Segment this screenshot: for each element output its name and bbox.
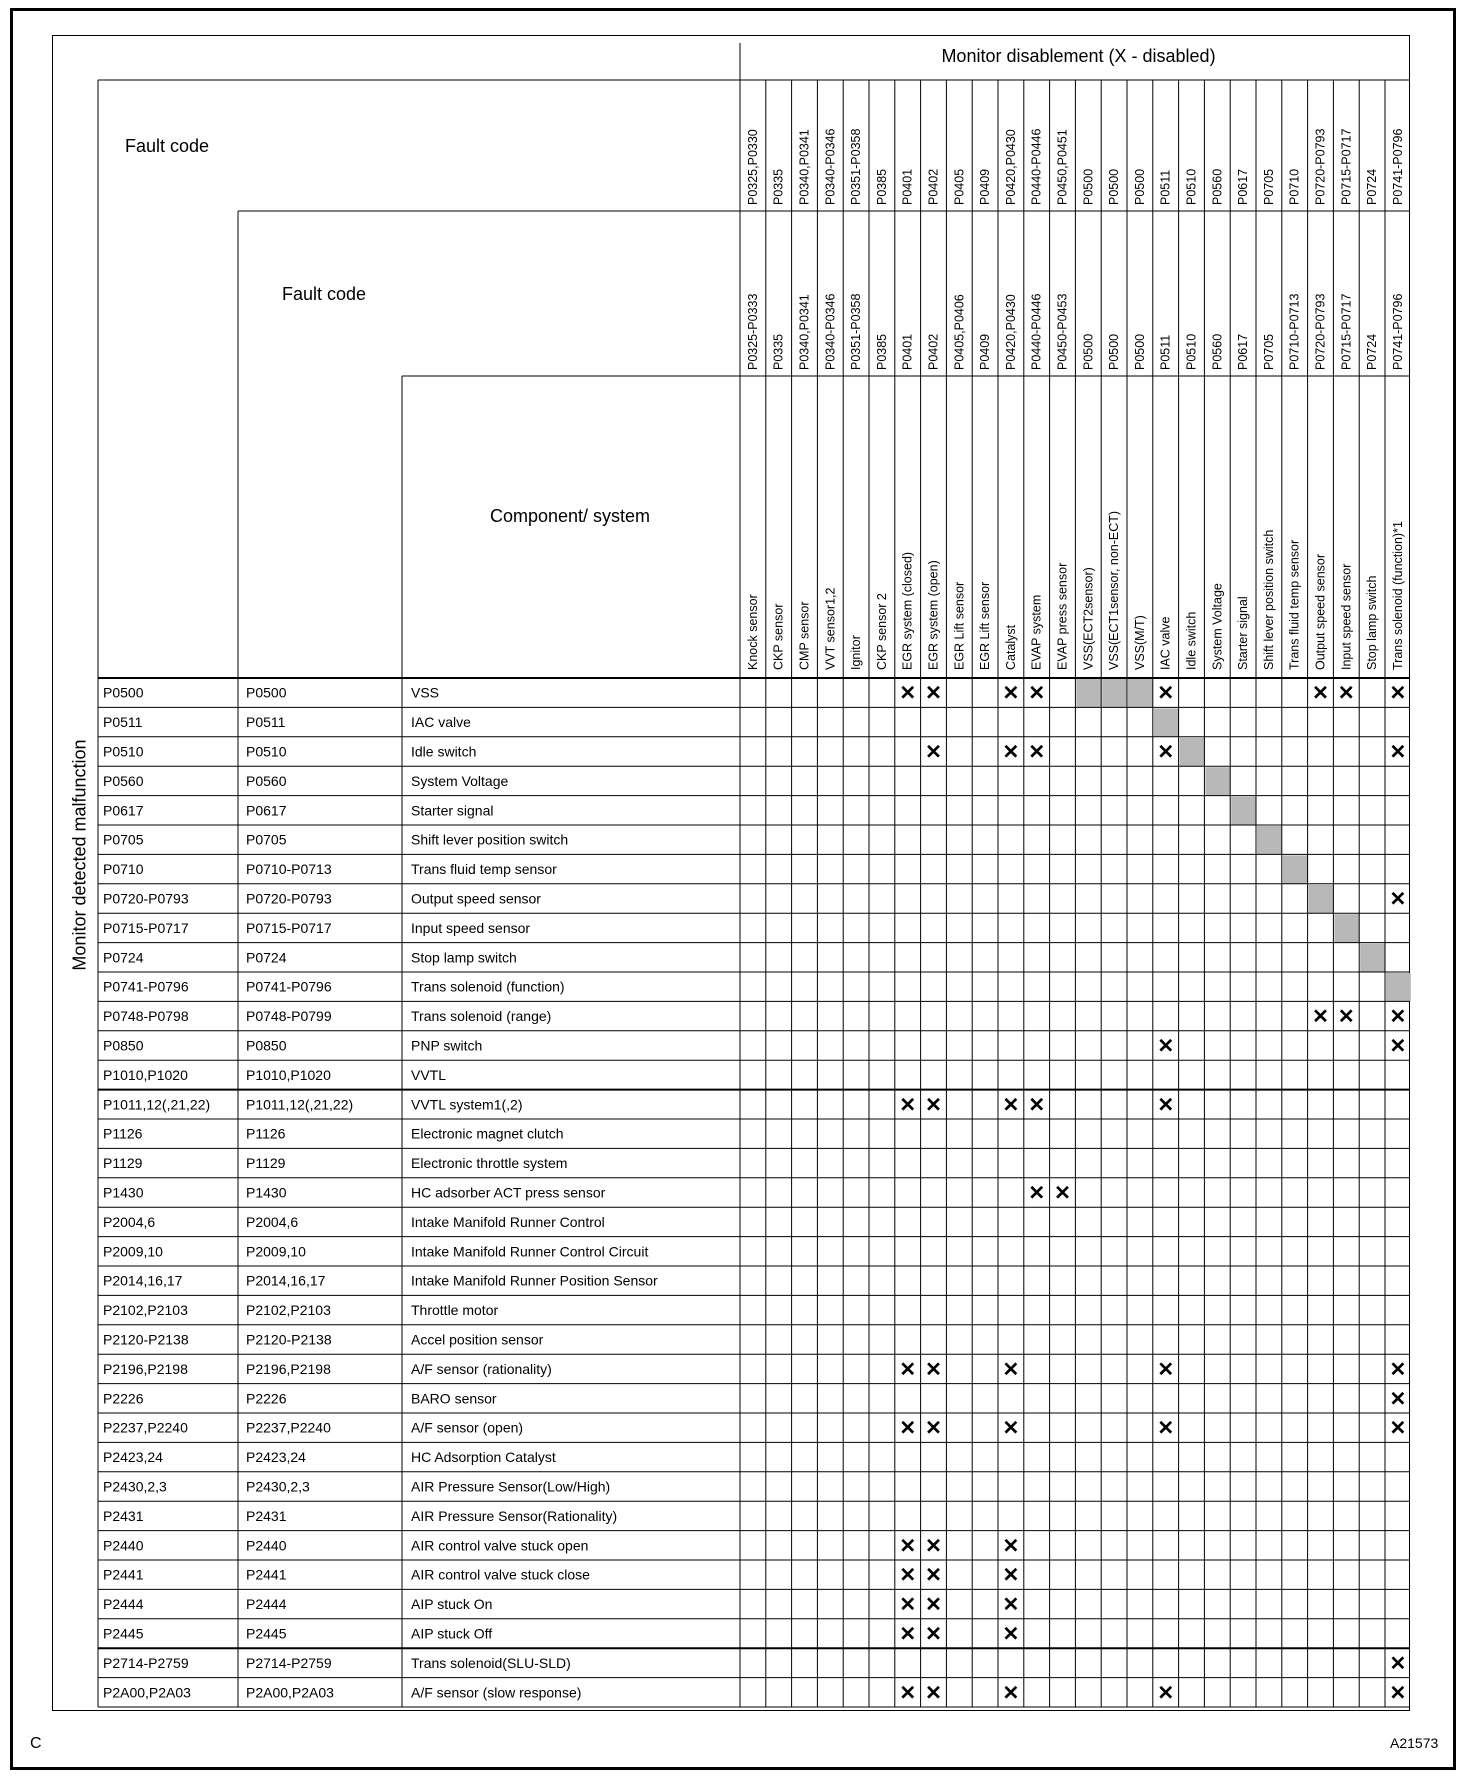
column-code-1: P0409 (978, 168, 993, 205)
row-code-2: P2102,P2103 (246, 1302, 331, 1319)
x-mark: ✕ (1157, 1358, 1175, 1381)
row-component: AIP stuck On (411, 1596, 493, 1613)
column-component-name: Shift lever position switch (1261, 529, 1276, 670)
column-component-name: Input speed sensor (1339, 563, 1354, 670)
row-component: VSS (411, 684, 440, 701)
x-mark: ✕ (925, 1535, 942, 1558)
row-code-1: P0560 (103, 772, 144, 789)
row-code-2: P0560 (246, 772, 287, 789)
column-code-1: P0420,P0430 (1003, 129, 1018, 205)
row-code-1: P2430,2,3 (103, 1478, 167, 1495)
x-mark: ✕ (1389, 1388, 1407, 1411)
row-code-2: P2441 (246, 1566, 287, 1583)
x-mark: ✕ (1002, 741, 1020, 764)
column-component-name: VSS(ECT2sensor) (1081, 567, 1096, 670)
column-component-name: EGR system (closed) (900, 551, 915, 670)
x-mark: ✕ (1028, 1094, 1046, 1117)
row-code-2: P2237,P2240 (246, 1419, 331, 1436)
row-component: Electronic magnet clutch (411, 1125, 564, 1142)
column-code-2: P0511 (1158, 334, 1173, 370)
row-code-2: P2431 (246, 1507, 287, 1524)
x-mark: ✕ (925, 1564, 942, 1587)
x-mark: ✕ (899, 1535, 917, 1558)
row-code-2: P1129 (246, 1155, 286, 1172)
column-code-2: P0402 (926, 333, 941, 370)
row-code-1: P2714-P2759 (103, 1654, 189, 1671)
x-mark: ✕ (925, 1417, 942, 1440)
column-component-name: Stop lamp switch (1365, 575, 1380, 670)
x-mark: ✕ (899, 682, 917, 705)
column-code-2: P0510 (1184, 333, 1199, 370)
shaded-cell (1180, 738, 1205, 766)
x-mark: ✕ (1389, 1652, 1407, 1675)
x-mark: ✕ (1157, 1417, 1175, 1440)
x-mark: ✕ (1002, 682, 1020, 705)
row-code-2: P2430,2,3 (246, 1478, 310, 1495)
row-code-2: P0724 (246, 949, 287, 966)
row-component: A/F sensor (rationality) (411, 1360, 552, 1377)
column-code-1: P0511 (1158, 169, 1173, 205)
row-code-2: P0720-P0793 (246, 890, 332, 907)
column-code-1: P0325,P0330 (745, 129, 760, 205)
x-mark: ✕ (899, 1623, 917, 1646)
row-component: Trans solenoid (range) (411, 1008, 552, 1025)
x-mark: ✕ (1389, 682, 1407, 705)
row-component: A/F sensor (open) (411, 1419, 524, 1436)
column-code-2: P0409 (978, 333, 993, 370)
shaded-cell (1154, 708, 1179, 736)
x-mark: ✕ (1028, 1182, 1046, 1205)
row-code-1: P0510 (103, 743, 144, 760)
column-component-name: Idle switch (1184, 611, 1199, 670)
x-mark: ✕ (1002, 1358, 1020, 1381)
column-component-name: VSS(M/T) (1132, 615, 1147, 670)
x-mark: ✕ (1157, 741, 1175, 764)
x-mark: ✕ (899, 1417, 917, 1440)
x-mark: ✕ (1337, 1006, 1355, 1029)
monitor-disablement-title: Monitor disablement (X - disabled) (941, 46, 1216, 66)
x-mark: ✕ (925, 1094, 942, 1117)
row-component: Accel position sensor (411, 1331, 544, 1348)
column-code-1: P0351-P0358 (849, 128, 864, 205)
column-component-name: EGR system (open) (926, 560, 941, 670)
fault-code-header-1: Fault code (125, 136, 210, 156)
row-component: VVTL system1(,2) (411, 1096, 523, 1113)
column-code-2: P0724 (1365, 333, 1380, 370)
column-code-2: P0385 (874, 333, 889, 370)
shaded-cell (1231, 797, 1256, 825)
row-code-2: P0617 (246, 802, 287, 819)
x-mark: ✕ (1002, 1594, 1020, 1617)
x-mark: ✕ (1312, 682, 1329, 705)
row-code-2: P2014,16,17 (246, 1272, 326, 1289)
row-code-1: P2440 (103, 1537, 144, 1554)
row-code-1: P2004,6 (103, 1213, 156, 1230)
row-component: PNP switch (411, 1037, 483, 1054)
x-mark: ✕ (1002, 1535, 1020, 1558)
row-code-1: P2196,P2198 (103, 1360, 188, 1377)
row-code-2: P0710-P0713 (246, 861, 332, 878)
x-mark: ✕ (1054, 1182, 1071, 1205)
column-component-name: Knock sensor (745, 594, 760, 670)
row-code-1: P2445 (103, 1625, 144, 1642)
row-code-2: P0510 (246, 743, 287, 760)
x-mark: ✕ (1389, 1006, 1407, 1029)
row-code-1: P1011,12(,21,22) (103, 1096, 211, 1113)
row-component: Intake Manifold Runner Position Sensor (411, 1272, 658, 1289)
row-code-2: P0705 (246, 831, 287, 848)
column-code-1: P0402 (926, 168, 941, 205)
row-code-2: P2226 (246, 1390, 287, 1407)
x-mark: ✕ (1157, 1035, 1175, 1058)
shaded-cell (1386, 973, 1411, 1001)
x-mark: ✕ (1002, 1417, 1020, 1440)
x-mark: ✕ (1389, 1417, 1407, 1440)
x-mark: ✕ (899, 1682, 917, 1705)
row-code-1: P0705 (103, 831, 144, 848)
column-component-name: VVT sensor1,2 (823, 587, 838, 670)
row-code-1: P2009,10 (103, 1243, 163, 1260)
column-code-1: P0500 (1132, 168, 1147, 205)
row-code-1: P1126 (103, 1125, 143, 1142)
row-component: Trans fluid temp sensor (411, 861, 557, 878)
x-mark: ✕ (925, 682, 942, 705)
row-component: Starter signal (411, 802, 494, 819)
shaded-cell (1283, 855, 1308, 883)
column-code-1: P0450,P0451 (1055, 129, 1070, 205)
x-mark: ✕ (925, 741, 942, 764)
column-code-1: P0705 (1261, 168, 1276, 205)
column-code-1: P0715-P0717 (1339, 128, 1354, 205)
row-code-1: P1129 (103, 1155, 143, 1172)
row-component: Intake Manifold Runner Control (411, 1213, 605, 1230)
column-code-2: P0560 (1210, 333, 1225, 370)
row-code-1: P0500 (103, 684, 144, 701)
x-mark: ✕ (1028, 682, 1046, 705)
x-mark: ✕ (925, 1623, 942, 1646)
column-code-2: P0340-P0346 (823, 293, 838, 370)
row-component: AIR control valve stuck close (411, 1566, 590, 1583)
shaded-cell (1102, 679, 1127, 707)
x-mark: ✕ (925, 1594, 942, 1617)
x-mark: ✕ (1157, 682, 1175, 705)
row-code-2: P2423,24 (246, 1449, 306, 1466)
shaded-cell (1257, 826, 1282, 854)
column-code-1: P0720-P0793 (1313, 128, 1328, 205)
column-component-name: System Voltage (1210, 583, 1225, 670)
row-component: Trans solenoid (function) (411, 978, 565, 995)
row-code-1: P0724 (103, 949, 144, 966)
x-mark: ✕ (1002, 1623, 1020, 1646)
column-code-2: P0500 (1107, 333, 1122, 370)
x-mark: ✕ (1389, 741, 1407, 764)
column-component-name: IAC valve (1158, 616, 1173, 670)
row-code-2: P0741-P0796 (246, 978, 332, 995)
column-code-1: P0335 (771, 168, 786, 205)
component-system-header: Component/ system (489, 506, 651, 526)
column-component-name: EVAP system (1029, 594, 1044, 670)
corner-label: C (30, 1735, 42, 1752)
x-mark: ✕ (1389, 888, 1407, 911)
column-code-2: P0741-P0796 (1390, 293, 1405, 370)
x-mark: ✕ (899, 1358, 917, 1381)
row-code-1: P2120-P2138 (103, 1331, 189, 1348)
row-component: Output speed sensor (411, 890, 541, 907)
column-code-2: P0405,P0406 (952, 294, 967, 370)
row-code-2: P2A00,P2A03 (246, 1684, 334, 1701)
x-mark: ✕ (1002, 1682, 1020, 1705)
row-component: AIP stuck Off (411, 1625, 493, 1642)
column-code-1: P0724 (1365, 168, 1380, 205)
row-code-1: P0741-P0796 (103, 978, 189, 995)
row-code-1: P2102,P2103 (103, 1302, 188, 1319)
column-code-2: P0325-P0333 (745, 293, 760, 370)
row-code-2: P0748-P0799 (246, 1008, 332, 1025)
column-code-2: P0450-P0453 (1055, 293, 1070, 370)
row-code-1: P0617 (103, 802, 144, 819)
row-code-1: P2237,P2240 (103, 1419, 188, 1436)
column-code-1: P0500 (1081, 168, 1096, 205)
shaded-cell (1334, 914, 1359, 942)
row-component: System Voltage (411, 772, 509, 789)
row-component: A/F sensor (slow response) (411, 1684, 582, 1701)
x-mark: ✕ (1312, 1006, 1329, 1029)
row-code-2: P0715-P0717 (246, 919, 332, 936)
column-code-2: P0500 (1132, 333, 1147, 370)
row-code-1: P2441 (103, 1566, 144, 1583)
column-component-name: Output speed sensor (1313, 553, 1328, 670)
column-component-name: Catalyst (1003, 624, 1018, 670)
shaded-cell (1205, 767, 1230, 795)
row-component: Input speed sensor (411, 919, 531, 936)
column-code-1: P0405 (952, 168, 967, 205)
x-mark: ✕ (1002, 1564, 1020, 1587)
row-code-1: P0720-P0793 (103, 890, 189, 907)
column-code-2: P0440-P0446 (1029, 293, 1044, 370)
row-code-2: P2004,6 (246, 1213, 299, 1230)
row-code-2: P2440 (246, 1537, 287, 1554)
column-code-2: P0617 (1236, 333, 1251, 370)
column-component-name: CKP sensor 2 (874, 593, 889, 670)
row-component: Idle switch (411, 743, 477, 760)
row-code-1: P0715-P0717 (103, 919, 189, 936)
row-component: AIR control valve stuck open (411, 1537, 589, 1554)
column-component-name: Starter signal (1236, 596, 1251, 670)
row-code-1: P1430 (103, 1184, 144, 1201)
column-code-1: P0560 (1210, 168, 1225, 205)
row-code-2: P2714-P2759 (246, 1654, 332, 1671)
x-mark: ✕ (1157, 1682, 1175, 1705)
row-component: HC Adsorption Catalyst (411, 1449, 556, 1466)
row-code-2: P0511 (246, 714, 286, 731)
row-code-1: P2014,16,17 (103, 1272, 183, 1289)
shaded-cell (1076, 679, 1101, 707)
column-component-name: EGR Lift sensor (978, 581, 993, 670)
column-code-1: P0440-P0446 (1029, 128, 1044, 205)
row-component: Stop lamp switch (411, 949, 517, 966)
row-axis-label-text: Monitor detected malfunction (69, 739, 90, 971)
row-code-2: P2120-P2138 (246, 1331, 332, 1348)
fault-code-header-2: Fault code (282, 284, 367, 304)
row-component: AIR Pressure Sensor(Rationality) (411, 1507, 618, 1524)
column-component-name: CMP sensor (797, 601, 812, 670)
shaded-cell (1309, 885, 1334, 913)
row-code-2: P2009,10 (246, 1243, 306, 1260)
column-code-1: P0510 (1184, 168, 1199, 205)
row-code-1: P2226 (103, 1390, 144, 1407)
x-mark: ✕ (925, 1682, 942, 1705)
column-code-1: P0340-P0346 (823, 128, 838, 205)
column-code-2: P0705 (1261, 333, 1276, 370)
row-component: Intake Manifold Runner Control Circuit (411, 1243, 649, 1260)
column-code-1: P0401 (900, 168, 915, 205)
column-code-2: P0420,P0430 (1003, 294, 1018, 370)
column-code-2: P0401 (900, 333, 915, 370)
column-component-name: EVAP press sensor (1055, 562, 1070, 670)
x-mark: ✕ (1389, 1035, 1407, 1058)
row-code-2: P2444 (246, 1596, 287, 1613)
column-code-2: P0335 (771, 333, 786, 370)
x-mark: ✕ (899, 1564, 917, 1587)
row-component: Trans solenoid(SLU-SLD) (411, 1654, 571, 1671)
row-code-1: P2431 (103, 1507, 144, 1524)
column-component-name: Trans fluid temp sensor (1287, 539, 1302, 670)
column-component-name: CKP sensor (771, 603, 786, 670)
column-code-1: P0617 (1236, 168, 1251, 205)
row-code-1: P1010,P1020 (103, 1066, 188, 1083)
column-component-name: VSS(ECT1sensor, non-ECT) (1107, 510, 1122, 670)
column-code-1: P0385 (874, 168, 889, 205)
column-code-1: P0500 (1107, 168, 1122, 205)
x-mark: ✕ (1389, 1358, 1407, 1381)
column-code-2: P0710-P0713 (1287, 293, 1302, 370)
row-code-2: P1126 (246, 1125, 286, 1142)
x-mark: ✕ (1002, 1094, 1020, 1117)
row-code-1: P2444 (103, 1596, 144, 1613)
row-code-1: P0710 (103, 861, 144, 878)
column-code-1: P0741-P0796 (1390, 128, 1405, 205)
row-component: Throttle motor (411, 1302, 499, 1319)
column-component-name: EGR Lift sensor (952, 581, 967, 670)
row-code-2: P2196,P2198 (246, 1360, 331, 1377)
x-mark: ✕ (1337, 682, 1355, 705)
column-component-name: Trans solenoid (function)*1 (1390, 521, 1405, 670)
row-code-1: P0511 (103, 714, 143, 731)
row-component: AIR Pressure Sensor(Low/High) (411, 1478, 611, 1495)
row-component: VVTL (411, 1066, 447, 1083)
row-code-2: P1010,P1020 (246, 1066, 331, 1083)
column-code-2: P0340,P0341 (797, 294, 812, 370)
row-component: Shift lever position switch (411, 831, 569, 848)
row-code-1: P2423,24 (103, 1449, 163, 1466)
column-code-2: P0715-P0717 (1339, 293, 1354, 370)
x-mark: ✕ (1157, 1094, 1175, 1117)
row-code-2: P0850 (246, 1037, 287, 1054)
x-mark: ✕ (899, 1094, 917, 1117)
x-mark: ✕ (925, 1358, 942, 1381)
x-mark: ✕ (899, 1594, 917, 1617)
row-code-2: P2445 (246, 1625, 287, 1642)
column-code-2: P0720-P0793 (1313, 293, 1328, 370)
row-code-2: P1430 (246, 1184, 287, 1201)
row-code-2: P0500 (246, 684, 287, 701)
figure-id: A21573 (1390, 1735, 1439, 1751)
row-component: BARO sensor (411, 1390, 497, 1407)
row-code-1: P2A00,P2A03 (103, 1684, 191, 1701)
column-code-1: P0340,P0341 (797, 129, 812, 205)
row-component: HC adsorber ACT press sensor (411, 1184, 606, 1201)
row-code-1: P0850 (103, 1037, 144, 1054)
column-code-1: P0710 (1287, 168, 1302, 205)
x-mark: ✕ (1028, 741, 1046, 764)
shaded-cell (1360, 944, 1385, 972)
row-code-2: P1011,12(,21,22) (246, 1096, 354, 1113)
row-component: IAC valve (411, 714, 471, 731)
x-mark: ✕ (1389, 1682, 1407, 1705)
row-code-1: P0748-P0798 (103, 1008, 189, 1025)
column-code-2: P0351-P0358 (849, 293, 864, 370)
column-code-2: P0500 (1081, 333, 1096, 370)
row-component: Electronic throttle system (411, 1155, 568, 1172)
column-component-name: Ignitor (849, 635, 864, 670)
shaded-cell (1128, 679, 1153, 707)
